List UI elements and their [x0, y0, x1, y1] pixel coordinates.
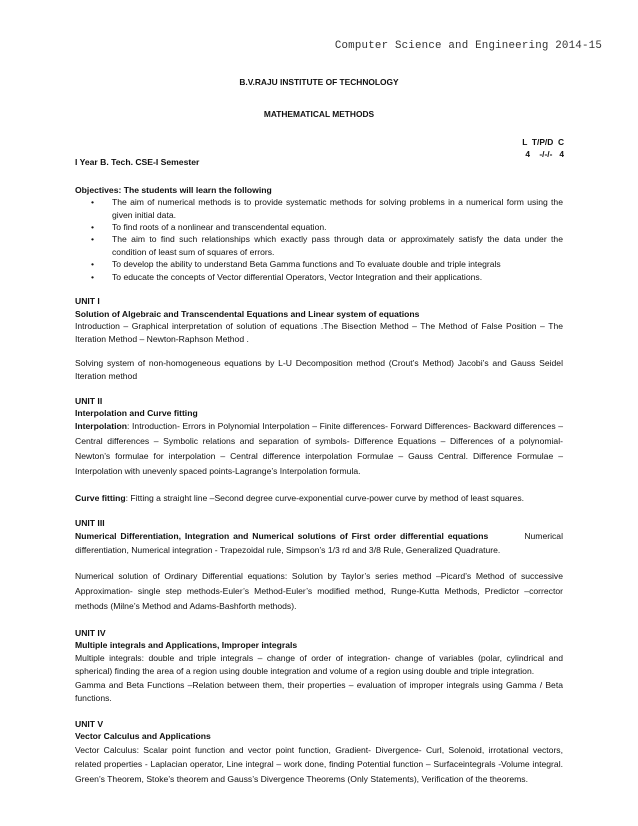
unit-2-paragraph: Curve fitting: Fitting a straight line –Second degree curve-exponential curve-power curve by method of least squares.: [75, 492, 525, 503]
institute-title: B.V.RAJU INSTITUTE OF TECHNOLOGY: [239, 77, 399, 87]
syllabus-content: [75, 156, 563, 786]
unit-5-title: Vector Calculus and Applications: [75, 731, 211, 742]
unit-2-paragraph: Interpolation: Introduction- Errors in Polynomial Interpolation – Finite differences- Forward Differences- Backward differences –Central differences – Symbolic relations and separation of symbols- Difference Equations – Differences of a polynomial-Newton’s formulae for interpolation – Central difference interpolation Formulae – Gauss Central. Difference Formulae – Interpolation with unevenly spaced points-Lagrange’s Interpolation formula.: [75, 421, 563, 477]
objective-item: • To develop the ability to understand Beta Gamma functions and To evaluate double and triple integrals: [91, 259, 501, 270]
bullet-icon: •: [91, 222, 95, 233]
unit-3-title: Numerical Differentiation, Integration and Numerical solutions of First order differential equations: [75, 531, 489, 542]
objectives-list: [75, 196, 563, 283]
unit-5-paragraph: Vector Calculus: Scalar point function and vector point function, Gradient- Divergence- Curl, Solenoid, irrotational vectors, related properties - Laplacian operator, Line integral – work done, finding Potential function – Surfaceintegrals -Volume integral. Green’s Theorem, Stoke’s theorem and Gauss’s Divergence Theorems (Only Statements), Verification of the theorems.: [75, 744, 563, 784]
objective-item: • To find roots of a nonlinear and transcendental equation.: [91, 222, 327, 233]
objectives-heading: Objectives: The students will learn the following: [75, 184, 272, 195]
unit-4-title: Multiple integrals and Applications, Improper integrals: [75, 640, 298, 651]
department-header: Computer Science and Engineering 2014-15: [334, 40, 602, 52]
bullet-icon: •: [91, 197, 95, 208]
unit-3-label: UNIT III: [75, 517, 105, 528]
bullet-icon: •: [91, 271, 95, 282]
unit-2-label: UNIT II: [75, 395, 103, 406]
ltpc-values: 4 -/-/- 4: [525, 149, 564, 159]
unit-1-title: Solution of Algebraic and Transcendental Equations and Linear system of equations: [75, 308, 420, 319]
objective-item: • To educate the concepts of Vector differential Operators, Vector Integration and their applications.: [91, 271, 483, 282]
bullet-icon: •: [91, 259, 95, 270]
curve-fitting-label: Curve fitting: [75, 492, 126, 503]
unit-4-paragraph: Multiple integrals: double and triple integrals – change of order of integration- change of variables (polar, cylindrical and spherical) finding the area of a region using double integration and volume of a region using double and triple integration.: [75, 652, 563, 677]
unit-1-paragraph: Introduction – Graphical interpretation of solution of equations .The Bisection Method – The Method of False Position – The Iteration Method – Newton-Raphson Method .: [75, 321, 563, 344]
objective-item: • The aim to find such relationships which exactly pass through data or approximately satisfy the data under the condition of least sum of squares of errors.: [91, 234, 563, 257]
unit-1-label: UNIT I: [75, 296, 100, 307]
ltpc-labels: L T/P/D C: [522, 137, 564, 147]
unit-2-title: Interpolation and Curve fitting: [75, 408, 198, 419]
bullet-icon: •: [91, 234, 95, 245]
semester-label: I Year B. Tech. CSE-I Semester: [75, 157, 200, 167]
unit-4-label: UNIT IV: [75, 627, 106, 638]
unit-1-paragraph: Solving system of non-homogeneous equations by L-U Decomposition method (Crout’s Method) Jacobi’s and Gauss Seidel Iteration method: [75, 358, 563, 381]
course-title: MATHEMATICAL METHODS: [263, 109, 375, 119]
objective-item: • The aim of numerical methods is to provide systematic methods for solving problems in a numerical form using the given initial data.: [91, 197, 563, 220]
interpolation-label: Interpolation: [75, 421, 128, 432]
unit-4-paragraph: Gamma and Beta Functions –Relation between them, their properties – evaluation of improper integrals using Gamma / Beta functions.: [75, 679, 563, 704]
unit-3-paragraph: Numerical Differentiation, Integration and Numerical solutions of First order differential equations Numerical differentiation, Numerical integration - Trapezoidal rule, Simpson’s 1/3 rd and 3/8 Rule, Generalized Quadrature.: [75, 531, 563, 556]
unit-3-paragraph: Numerical solution of Ordinary Differential equations: Solution by Taylor’s series method –Picard’s Method of successive Approximation- single step methods-Euler’s Method-Euler’s modified method, Runge-Kutta Methods, Predictor –corrector methods (Milne’s Method and Adams-Bashforth methods).: [75, 571, 563, 612]
unit-5-label: UNIT V: [75, 719, 104, 730]
